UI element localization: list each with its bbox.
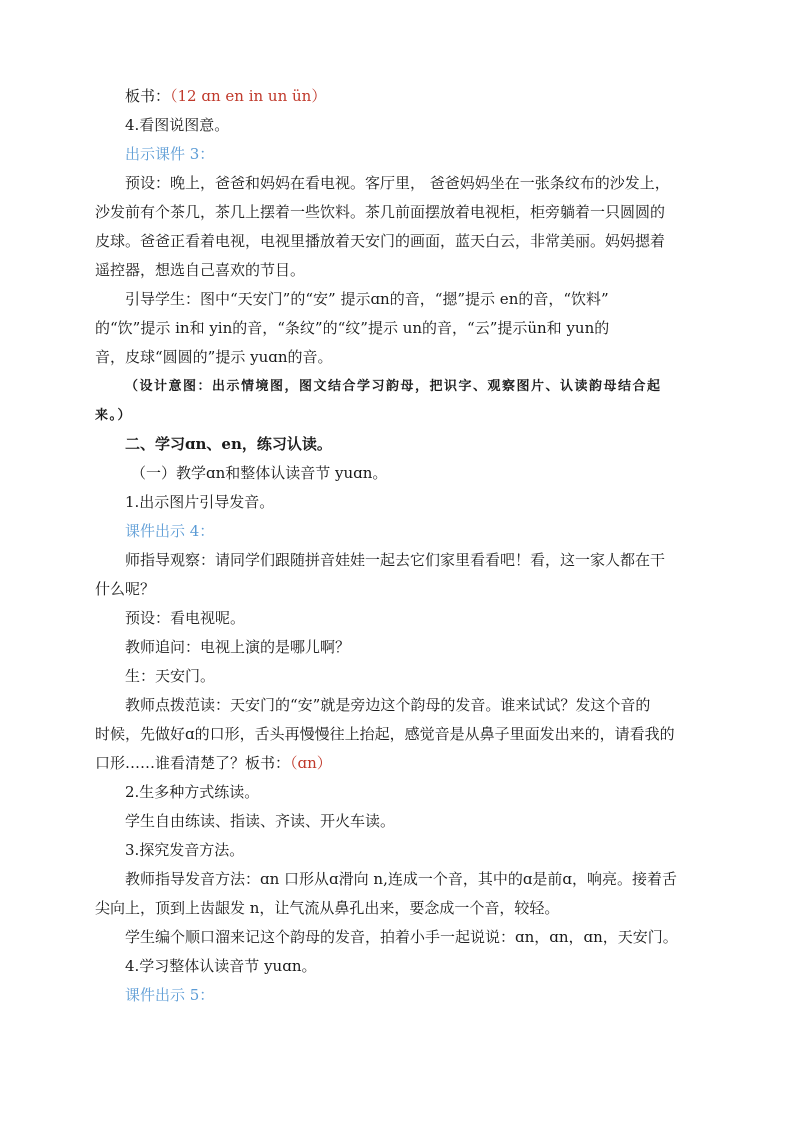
step-3-heading: 3.探究发音方法。	[125, 841, 245, 859]
pronunciation-line-1: 教师指导发音方法：ɑn 口形从ɑ滑向 n,连成一个音，其中的ɑ是前ɑ，响亮。接着舌	[125, 870, 678, 888]
teacher-observe-line-1: 师指导观察：请同学们跟随拼音娃娃一起去它们家里看看吧！看，这一家人都在干	[125, 551, 666, 569]
board-writing-an: （ɑn）	[290, 754, 332, 772]
guide-paragraph-line-2: 的“饮”提示 in和 yin的音，“条纹”的“纹”提示 un的音，“云”提示ün和 yun的	[95, 319, 610, 337]
design-intent-line-1: （设计意图：出示情境图，图文结合学习韵母，把识字、观察图片、认读韵母结合起	[125, 379, 662, 394]
guide-paragraph-line-3: 音，皮球“圆圆的”提示 yuɑn的音。	[95, 348, 333, 366]
preset-paragraph-line-3: 皮球。爸爸正看着电视，电视里播放着天安门的画面，蓝天白云，非常美丽。妈妈摁着	[95, 232, 666, 250]
courseware-5-label: 课件出示 5：	[125, 986, 215, 1004]
teacher-model-text: 口形……谁看清楚了？板书：	[95, 754, 291, 772]
step-2-heading: 2.生多种方式练读。	[125, 783, 260, 801]
section-2-heading: 二、学习ɑn、en，练习认读。	[125, 435, 332, 453]
guide-paragraph-line-1: 引导学生：图中“天安门”的“安” 提示ɑn的音，“摁”提示 en的音，“饮料”	[125, 290, 609, 308]
preset-paragraph-line-2: 沙发前有个茶几，茶几上摆着一些饮料。茶几前面摆放着电视柜，柜旁躺着一只圆圆的	[95, 203, 666, 221]
design-intent-line-2: 来。）	[95, 408, 133, 423]
courseware-4-label: 课件出示 4：	[125, 522, 215, 540]
board-writing-line	[125, 82, 725, 111]
student-answer: 生：天安门。	[125, 667, 216, 685]
board-writing-label: 板书：	[125, 87, 171, 105]
preset-paragraph-line-4: 遥控器，想选自己喜欢的节目。	[95, 261, 306, 279]
preset-answer: 预设：看电视呢。	[125, 609, 246, 627]
teacher-observe-line-2: 什么呢？	[95, 580, 156, 598]
document-body	[95, 82, 725, 1010]
subsection-1-heading: （一）教学ɑn和整体认读音节 yuɑn。	[131, 464, 388, 482]
teacher-followup: 教师追问：电视上演的是哪儿啊？	[125, 638, 351, 656]
board-writing-finals: （12 ɑn en in un ün）	[170, 87, 327, 105]
step-1-heading: 1.出示图片引导发音。	[125, 493, 275, 511]
step-4b-heading: 4.学习整体认读音节 yuɑn。	[125, 957, 317, 975]
courseware-3-label: 出示课件 3：	[125, 145, 215, 163]
teacher-model-line-1: 教师点拨范读：天安门的“安”就是旁边这个韵母的发音。谁来试试？发这个音的	[125, 696, 651, 714]
pronunciation-line-2: 尖向上，顶到上齿龈发 n，让气流从鼻孔出来，要念成一个音，较轻。	[95, 899, 560, 917]
step-4-heading: 4.看图说图意。	[125, 116, 230, 134]
teacher-model-line-2: 时候，先做好ɑ的口形，舌头再慢慢往上抬起，感觉音是从鼻子里面发出来的，请看我的	[95, 725, 675, 743]
rhyme-line: 学生编个顺口溜来记这个韵母的发音，拍着小手一起说说：ɑn，ɑn，ɑn，天安门。	[125, 928, 678, 946]
practice-methods: 学生自由练读、指读、齐读、开火车读。	[125, 812, 396, 830]
teacher-model-line-3	[95, 749, 725, 778]
preset-paragraph-line-1: 预设：晚上，爸爸和妈妈在看电视。客厅里， 爸爸妈妈坐在一张条纹布的沙发上，	[125, 174, 670, 192]
